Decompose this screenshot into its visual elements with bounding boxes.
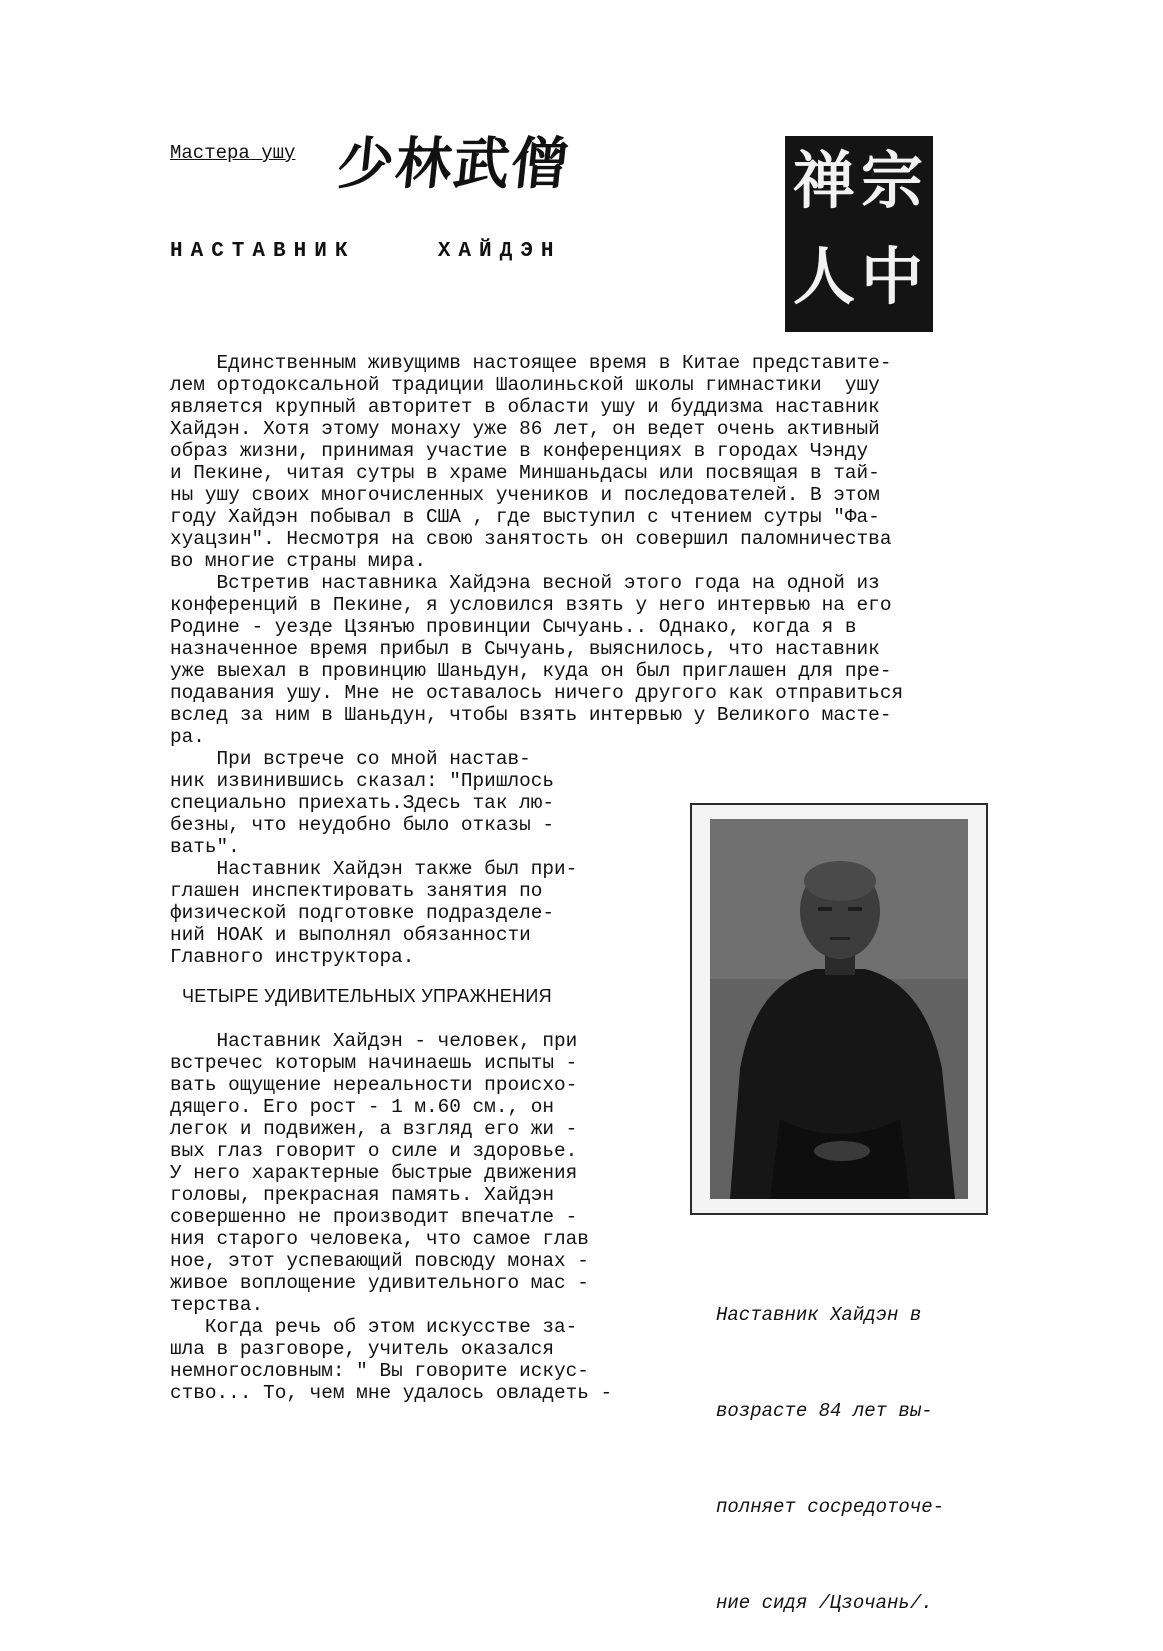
meeting-text <box>170 748 577 968</box>
monk-photo-frame <box>690 803 988 1215</box>
text-line: ний НОАК и выполнял обязанности <box>170 924 531 946</box>
text-line: встречес которым начинаешь испыты - <box>170 1052 578 1074</box>
text-line: году Хайдэн побывал в США , где выступил с чтением сутры "Фа- <box>170 506 880 528</box>
text-line: во многие страны мира. <box>170 550 426 572</box>
text-line: Единственным живущимв настоящее время в Китае представите- <box>170 352 892 374</box>
text-line: образ жизни, принимая участие в конференциях в городах Чэнду <box>170 440 869 462</box>
monk-figure-illustration <box>710 819 968 1199</box>
photo-caption <box>716 1235 944 1651</box>
text-line: хуацзин". Несмотря на свою занятость он совершил паломничества <box>170 528 892 550</box>
text-line: специально приехать.Здесь так лю- <box>170 792 554 814</box>
text-line: ра. <box>170 726 205 748</box>
intro-text <box>170 352 903 748</box>
text-line: ство... То, чем мне удалось овладеть - <box>170 1382 613 1404</box>
text-line: немногословным: " Вы говорите искус- <box>170 1360 589 1382</box>
text-line: Главного инструктора. <box>170 946 415 968</box>
text-line: ны ушу своих многочисленных учеников и последователей. В этом <box>170 484 880 506</box>
text-line: шла в разговоре, учитель оказался <box>170 1338 554 1360</box>
text-line: совершенно не производит впечатле - <box>170 1206 578 1228</box>
text-line: уже выехал в провинцию Шаньдун, куда он был приглашен для пре- <box>170 660 892 682</box>
article-title: НАСТАВНИК ХАЙДЭН <box>170 240 562 263</box>
seal-glyph-3: 中 <box>861 240 924 313</box>
section-heading: ЧЕТЫРЕ УДИВИТЕЛЬНЫХ УПРАЖНЕНИЯ <box>182 986 552 1006</box>
text-line: ния старого человека, что самое глав <box>170 1228 589 1250</box>
text-line: ное, этот успевающий повсюду монах - <box>170 1250 589 1272</box>
text-line: терства. <box>170 1294 264 1316</box>
series-label: Мастера ушу <box>170 142 296 164</box>
text-line: назначенное время прибыл в Сычуань, выяснилось, что наставник <box>170 638 880 660</box>
seal-glyph-2: 宗 <box>861 144 924 217</box>
text-line: подавания ушу. Мне не оставалось ничего другого как отправиться <box>170 682 904 704</box>
text-line: вать ощущение нереальности происхо- <box>170 1074 578 1096</box>
text-line: легок и подвижен, а взгляд его жи - <box>170 1118 578 1140</box>
section-text <box>170 1030 612 1404</box>
text-line: и Пекине, читая сутры в храме Миншаньдасы или посвящая в тай- <box>170 462 880 484</box>
text-line: Наставник Хайдэн также был при- <box>170 858 578 880</box>
text-line: безны, что неудобно было отказы - <box>170 814 554 836</box>
text-line: Наставник Хайдэн - человек, при <box>170 1030 578 1052</box>
text-line: головы, прекрасная память. Хайдэн <box>170 1184 554 1206</box>
caption-line: Наставник Хайдэн в <box>716 1304 922 1326</box>
text-line: дящего. Его рост - 1 м.60 см., он <box>170 1096 554 1118</box>
text-line: живое воплощение удивительного мас - <box>170 1272 589 1294</box>
text-line: Когда речь об этом искусстве за- <box>170 1316 578 1338</box>
text-line: вслед за ним в Шаньдун, чтобы взять интервью у Великого масте- <box>170 704 892 726</box>
caption-line: возрасте 84 лет вы- <box>716 1400 933 1422</box>
text-line: вать". <box>170 836 240 858</box>
text-line: физической подготовке подразделе- <box>170 902 554 924</box>
seal-glyph-1: 禅 <box>793 144 856 217</box>
seal-stamp <box>785 136 933 332</box>
text-line: При встрече со мной настав- <box>170 748 531 770</box>
calligraphy-title: 少林武僧 <box>334 131 574 197</box>
text-line: ник извинившись сказал: "Пришлось <box>170 770 554 792</box>
caption-line: полняет сосредоточе- <box>716 1496 945 1518</box>
monk-photo <box>710 819 968 1199</box>
text-line: У него характерные быстрые движения <box>170 1162 578 1184</box>
text-line: конференций в Пекине, я условился взять у него интервью на его <box>170 594 892 616</box>
text-line: Родине - уезде Цзянъю провинции Сычуань.. Однако, когда я в <box>170 616 857 638</box>
text-line: Хайдэн. Хотя этому монаху уже 86 лет, он ведет очень активный <box>170 418 880 440</box>
text-line: лем ортодоксальной традиции Шаолиньской школы гимнастики ушу <box>170 374 880 396</box>
text-line: глашен инспектировать занятия по <box>170 880 543 902</box>
text-line: является крупный авторитет в области ушу и буддизма наставник <box>170 396 880 418</box>
caption-line: ние сидя /Цзочань/. <box>716 1592 933 1614</box>
text-line: Встретив наставника Хайдэна весной этого года на одной из <box>170 572 880 594</box>
text-line: вых глаз говорит о силе и здоровье. <box>170 1140 578 1162</box>
seal-glyph-4: 人 <box>793 240 856 313</box>
